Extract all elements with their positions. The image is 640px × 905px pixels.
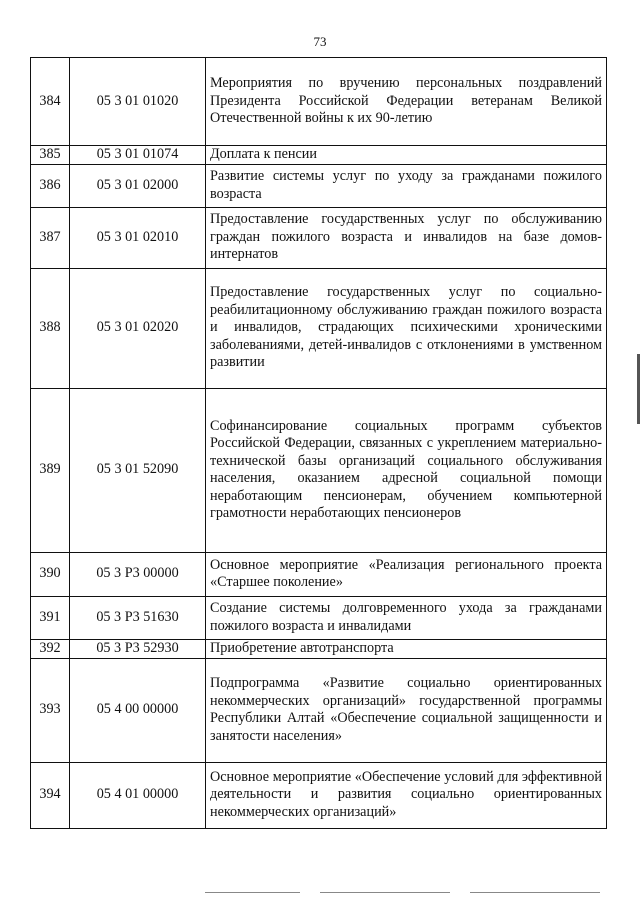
row-code: 05 3 01 02020 [70,268,206,388]
row-number: 387 [31,207,70,268]
row-code: 05 3 P3 51630 [70,596,206,639]
page-number: 73 [313,34,327,49]
budget-classification-table [30,57,607,829]
scan-artifact-line [470,892,600,893]
row-name: Доплата к пенсии [206,146,607,165]
table-row [31,268,607,388]
row-name: Предоставление государственных услуг по социально-реабилитационному обслуживанию граждан пожилого возраста и инвалидов, страдающих психическими хроническими заболеваниями, детей-инвалидов с отклонениями в умственном развитии [206,268,607,388]
row-number: 385 [31,146,70,165]
row-code: 05 3 P3 00000 [70,552,206,596]
row-number: 389 [31,388,70,552]
table-row [31,762,607,828]
table-row [31,639,607,658]
row-number: 386 [31,164,70,207]
row-number: 384 [31,58,70,146]
scan-artifact-line [205,892,300,893]
row-code: 05 4 01 00000 [70,762,206,828]
row-number: 388 [31,268,70,388]
row-number: 391 [31,596,70,639]
row-name: Софинансирование социальных программ субъектов Российской Федерации, связанных с укреплением материально-технической базы организаций социального обслуживания населения, оказанием адресной социальной помощи неработающим пенсионерам, обучением компьютерной грамотности неработающих пенсионеров [206,388,607,552]
row-name: Мероприятия по вручению персональных поздравлений Президента Российской Федерации ветеранам Великой Отечественной войны к их 90-летию [206,58,607,146]
row-name: Основное мероприятие «Реализация регионального проекта «Старшее поколение» [206,552,607,596]
row-name: Основное мероприятие «Обеспечение условий для эффективной деятельности и развития социально ориентированных некоммерческих организаций» [206,762,607,828]
row-code: 05 4 00 00000 [70,658,206,762]
row-name: Предоставление государственных услуг по обслуживанию граждан пожилого возраста и инвалидов на базе домов-интернатов [206,207,607,268]
row-code: 05 3 01 02000 [70,164,206,207]
table-row [31,388,607,552]
table-row [31,207,607,268]
row-name: Подпрограмма «Развитие социально ориентированных некоммерческих организаций» государственной программы Республики Алтай «Обеспечение социальной защищенности и занятости населения» [206,658,607,762]
row-code: 05 3 01 52090 [70,388,206,552]
row-number: 394 [31,762,70,828]
table-row [31,146,607,165]
table-row [31,164,607,207]
row-number: 393 [31,658,70,762]
row-code: 05 3 01 01020 [70,58,206,146]
table-row [31,58,607,146]
row-name: Приобретение автотранспорта [206,639,607,658]
table-row [31,552,607,596]
row-number: 390 [31,552,70,596]
table-row [31,658,607,762]
table-row [31,596,607,639]
scan-artifact-line [320,892,450,893]
row-number: 392 [31,639,70,658]
row-name: Создание системы долговременного ухода за гражданами пожилого возраста и инвалидами [206,596,607,639]
row-code: 05 3 01 02010 [70,207,206,268]
row-name: Развитие системы услуг по уходу за гражданами пожилого возраста [206,164,607,207]
row-code: 05 3 01 01074 [70,146,206,165]
row-code: 05 3 P3 52930 [70,639,206,658]
